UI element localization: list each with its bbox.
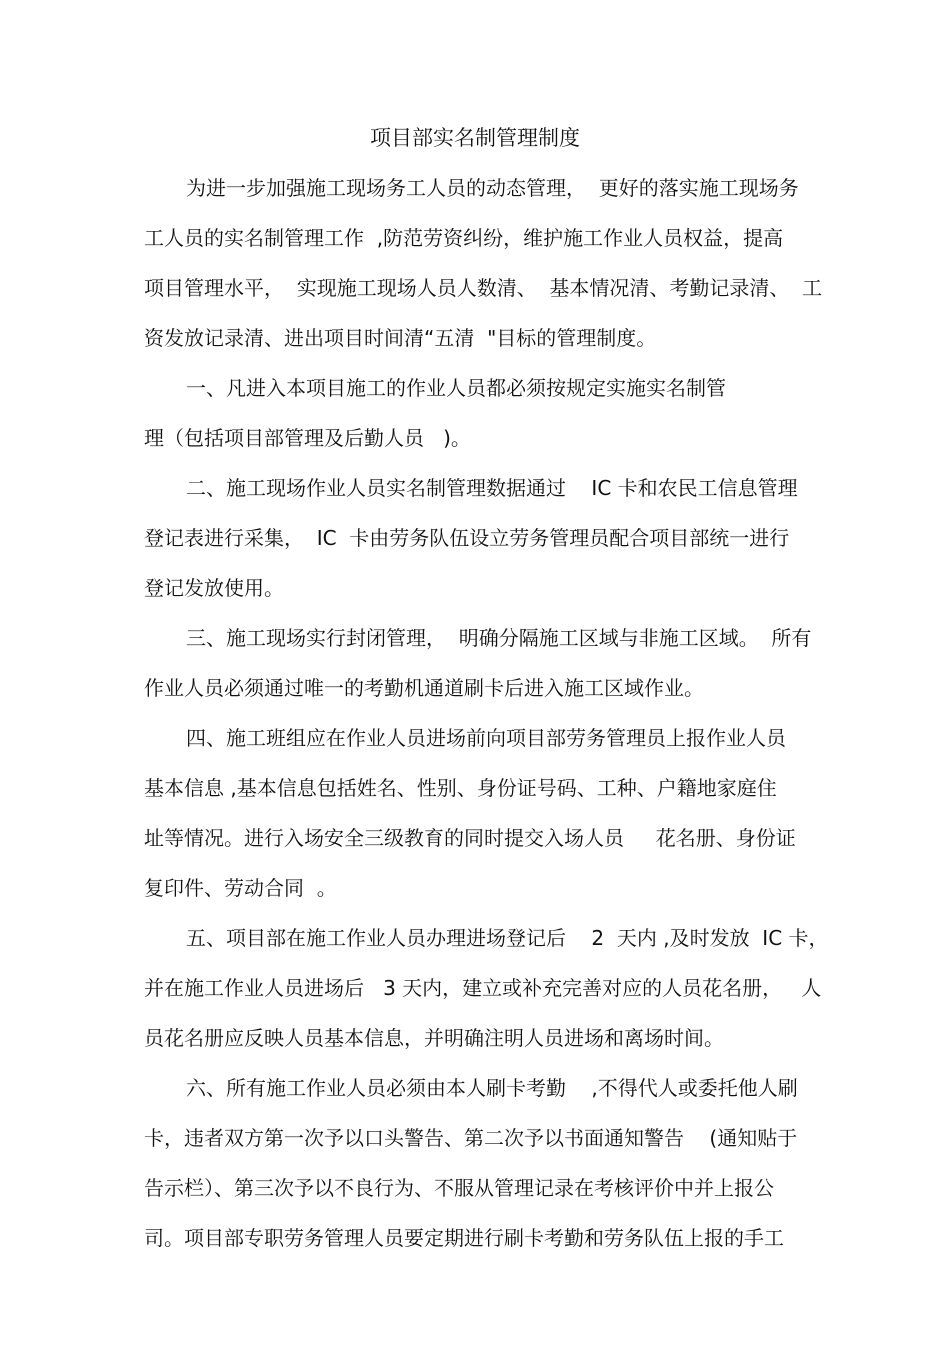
page-title: 项目部实名制管理制度 bbox=[370, 126, 580, 150]
paragraph-line: 址等情况。进行入场安全三级教育的同时提交入场人员 花名册、身份证 bbox=[144, 826, 796, 850]
paragraph-line: 资发放记录清、进出项目时间清“五清 "目标的管理制度。 bbox=[144, 326, 657, 350]
paragraph-line: 六、所有施工作业人员必须由本人刷卡考勤 ,不得代人或委托他人刷 bbox=[186, 1076, 798, 1100]
paragraph-line: 司。项目部专职劳务管理人员要定期进行刷卡考勤和劳务队伍上报的手工 bbox=[144, 1226, 784, 1250]
paragraph-line: 并在施工作业人员进场后 3 天内，建立或补充完善对应的人员花名册， 人 bbox=[144, 976, 822, 1000]
paragraph-line: 理（包括项目部管理及后勤人员 )。 bbox=[144, 426, 471, 450]
paragraph-line: 一、凡进入本项目施工的作业人员都必须按规定实施实名制管 bbox=[186, 376, 726, 400]
paragraph-line: 项目管理水平， 实现施工现场人员人数清、 基本情况清、考勤记录清、 工 bbox=[144, 276, 823, 300]
paragraph-line: 卡，违者双方第一次予以口头警告、第二次予以书面通知警告 (通知贴于 bbox=[144, 1126, 798, 1150]
paragraph-line: 作业人员必须通过唯一的考勤机通道刷卡后进入施工区域作业。 bbox=[144, 676, 704, 700]
paragraph-line: 五、项目部在施工作业人员办理进场登记后 2 天内 ,及时发放 IC 卡， bbox=[186, 926, 829, 950]
paragraph-line: 工人员的实名制管理工作 ,防范劳资纠纷，维护施工作业人员权益，提高 bbox=[144, 226, 784, 250]
paragraph-line: 员花名册应反映人员基本信息，并明确注明人员进场和离场时间。 bbox=[144, 1026, 724, 1050]
paragraph-line: 登记表进行采集， IC 卡由劳务队伍设立劳务管理员配合项目部统一进行 bbox=[144, 526, 790, 550]
paragraph-line: 为进一步加强施工现场务工人员的动态管理， 更好的落实施工现场务 bbox=[186, 176, 799, 200]
paragraph-line: 复印件、劳动合同 。 bbox=[144, 876, 337, 900]
paragraph-line: 二、施工现场作业人员实名制管理数据通过 IC 卡和农民工信息管理 bbox=[186, 476, 798, 500]
paragraph-line: 登记发放使用。 bbox=[144, 576, 284, 600]
paragraph-line: 四、施工班组应在作业人员进场前向项目部劳务管理员上报作业人员 bbox=[186, 726, 786, 750]
paragraph-line: 基本信息 ,基本信息包括姓名、性别、身份证号码、工种、户籍地家庭住 bbox=[144, 776, 777, 800]
paragraph-line: 三、施工现场实行封闭管理， 明确分隔施工区域与非施工区域。 所有 bbox=[186, 626, 812, 650]
paragraph-line: 告示栏）、第三次予以不良行为、不服从管理记录在考核评价中并上报公 bbox=[144, 1176, 774, 1200]
